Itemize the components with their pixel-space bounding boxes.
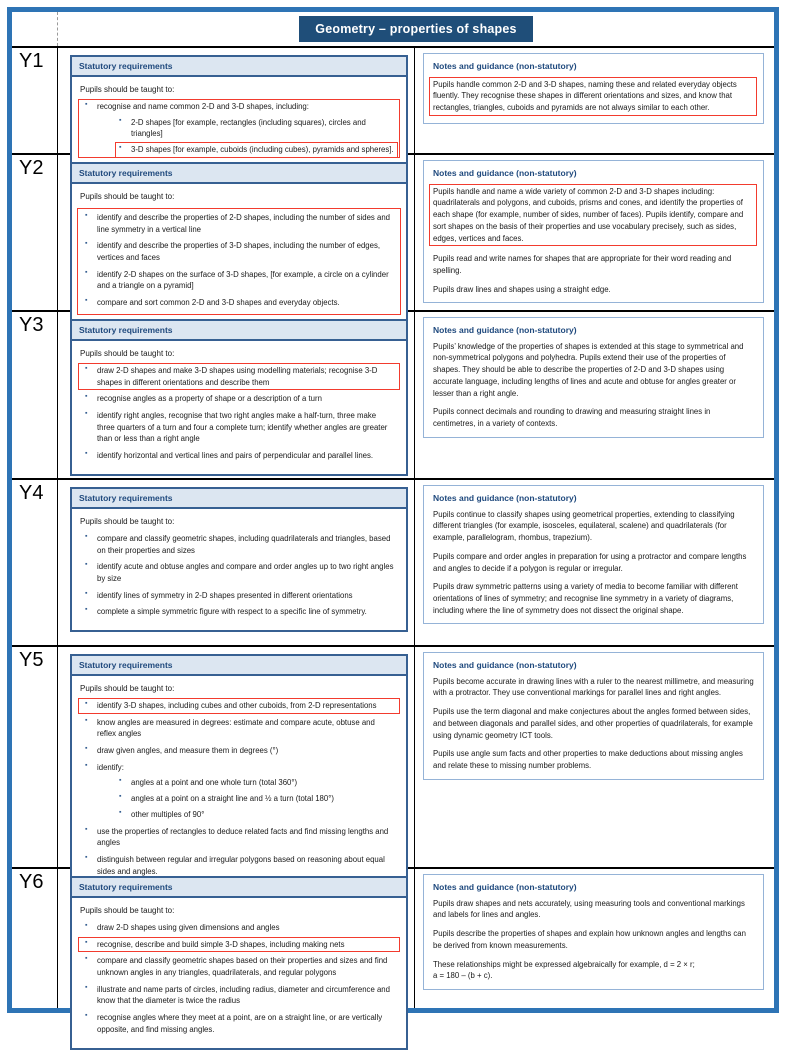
bullet-item [80, 393, 398, 405]
notes-column [414, 647, 774, 867]
bullet-text: know angles are measured in degrees: estimate and compare acute, obtuse and reflex angles [97, 717, 375, 739]
statutory-intro: Pupils should be taught to: [80, 684, 175, 693]
notes-paragraph: Pupils describe the properties of shapes and explain how unknown angles and lengths can be derived from known measurements. [433, 929, 746, 950]
sub-bullet-item [117, 793, 396, 805]
bullet-text: identify: [97, 762, 124, 772]
statutory-box [70, 55, 408, 170]
bullet-item [80, 606, 398, 618]
bullet-text: complete a simple symmetric figure with respect to a specific line of symmetry. [97, 607, 367, 617]
bullet-text: identify and describe the properties of 3-D shapes, including the number of edges, vertices and faces [97, 241, 381, 263]
bullet-item [80, 922, 398, 934]
bullet-list [80, 101, 398, 156]
bullet-text: identify acute and obtuse angles and compare and order angles up to two right angles by size [97, 562, 394, 584]
header-title-area [58, 12, 774, 46]
statutory-header: Statutory requirements [72, 164, 406, 184]
statutory-column [58, 647, 414, 876]
bullet-item [80, 762, 398, 821]
bullet-text: draw given angles, and measure them in degrees (°) [97, 746, 279, 756]
statutory-body [72, 509, 406, 630]
bullet-text: recognise angles as a property of shape or a description of a turn [97, 394, 322, 404]
notes-paragraph: Pupils connect decimals and rounding to drawing and measuring straight lines in centimetres, in a variety of contexts. [433, 407, 711, 428]
statutory-body [72, 77, 406, 168]
statutory-intro: Pupils should be taught to: [80, 517, 175, 526]
statutory-intro: Pupils should be taught to: [80, 192, 175, 201]
bullet-list [80, 533, 398, 618]
notes-paragraph: Pupils use angle sum facts and other properties to make deductions about missing angles and relate these to missing number problems. [433, 749, 743, 770]
bullet-item [80, 212, 398, 235]
statutory-body [72, 676, 406, 889]
sub-bullet-text: 3-D shapes [for example, cuboids (including cubes), pyramids and spheres]. [131, 145, 394, 155]
statutory-body [72, 184, 406, 326]
bullet-text: draw 2-D shapes using given dimensions and angles [97, 923, 280, 932]
statutory-box [70, 876, 408, 1050]
page-title: Geometry – properties of shapes [299, 16, 532, 42]
bullet-text: recognise and name common 2-D and 3-D shapes, including: [97, 102, 309, 111]
bullet-item [80, 826, 398, 849]
sub-bullet-list [117, 777, 396, 820]
bullet-text: identify 3-D shapes, including cubes and other cuboids, from 2-D representations [97, 701, 377, 710]
year-label: Y4 [12, 480, 58, 645]
notes-header: Notes and guidance (non-statutory) [433, 61, 577, 71]
notes-paragraph: Pupils read and write names for shapes that are appropriate for their word reading and spelling. [433, 254, 732, 275]
sub-bullet-list [117, 117, 396, 156]
bullet-item [80, 533, 398, 556]
notes-column [414, 480, 774, 645]
statutory-header: Statutory requirements [72, 489, 406, 509]
year-row-y1 [12, 48, 774, 155]
bullet-text: illustrate and name parts of circles, including radius, diameter and circumference and know that the diameter is twice the radius [97, 984, 390, 1006]
notes-box [423, 485, 764, 624]
bullet-list [80, 365, 398, 462]
bullet-group [80, 101, 398, 156]
notes-paragraph: Pupils draw lines and shapes using a straight edge. [433, 284, 611, 294]
bullet-text: recognise, describe and build simple 3-D shapes, including making nets [97, 939, 345, 949]
bullet-group [80, 700, 398, 877]
sub-bullet-item-highlighted [117, 144, 396, 156]
notes-column [414, 869, 774, 1008]
statutory-intro: Pupils should be taught to: [80, 349, 175, 358]
bullet-text: compare and sort common 2-D and 3-D shapes and everyday objects. [97, 298, 340, 308]
statutory-header: Statutory requirements [72, 878, 406, 898]
bullet-text: identify and describe the properties of 2-D shapes, including the number of sides and line symmetry in a vertical line [97, 213, 390, 234]
year-row-y6 [12, 869, 774, 1034]
bullet-text: compare and classify geometric shapes based on their properties and sizes and find unknown angles in any triangles, quadrilaterals, and regular polygons [97, 956, 388, 978]
notes-paragraph: Pupils compare and order angles in preparation for using a protractor and compare lengths and angles to decide if a polygon is regular or irregular. [433, 551, 747, 573]
year-label: Y5 [12, 647, 58, 867]
bullet-item [80, 745, 398, 757]
notes-paragraph: Pupils’ knowledge of the properties of shapes is extended at this stage to symmetrical and non-symmetrical polygons and polyhedra. Pupils extend their use of the properties of shapes. They should be able to describe the properties of 2-D and 3-D shapes using accurate language, including lengths of lines and acute and obtuse for angles greater or lesser than a right angle. [433, 341, 744, 398]
notes-paragraph: These relationships might be expressed algebraically for example, d = 2 × r; a = 180 – (b + c). [433, 959, 695, 981]
bullet-text: draw 2-D shapes and make 3-D shapes using modelling materials; recognise 3-D shapes in different orientations and describe them [97, 366, 378, 387]
bullet-item-highlighted [80, 365, 398, 388]
bullet-group [80, 533, 398, 618]
statutory-body [72, 341, 406, 474]
sub-bullet-text: angles at a point and one whole turn (total 360°) [131, 778, 298, 788]
year-label: Y3 [12, 312, 58, 478]
table-header-row [12, 12, 774, 48]
statutory-body [72, 898, 406, 1048]
bullet-list [80, 212, 398, 309]
curriculum-table-frame [7, 7, 779, 1034]
statutory-box [70, 654, 408, 891]
year-label: Y2 [12, 155, 58, 310]
bullet-text: identify 2-D shapes on the surface of 3-D shapes, [for example, a circle on a cylinder and a triangle on a pyramid] [97, 269, 389, 291]
bullet-list [80, 922, 398, 1036]
statutory-intro: Pupils should be taught to: [80, 906, 175, 915]
notes-header: Notes and guidance (non-statutory) [433, 493, 577, 503]
bullet-text: identify horizontal and vertical lines and pairs of perpendicular and parallel lines. [97, 451, 374, 461]
notes-box [423, 53, 764, 124]
year-rows-container [12, 48, 774, 1034]
bullet-text: identify lines of symmetry in 2-D shapes presented in different orientations [97, 590, 353, 600]
year-row-y2 [12, 155, 774, 312]
notes-column [414, 155, 774, 310]
year-row-y4 [12, 480, 774, 647]
sub-bullet-text: 2-D shapes [for example, rectangles (including squares), circles and triangles] [131, 117, 366, 139]
bullet-item [80, 410, 398, 445]
sub-bullet-item [117, 117, 396, 140]
statutory-header: Statutory requirements [72, 656, 406, 676]
notes-header: Notes and guidance (non-statutory) [433, 325, 577, 335]
statutory-header: Statutory requirements [72, 57, 406, 77]
notes-column [414, 312, 774, 478]
bullet-text: use the properties of rectangles to deduce related facts and find missing lengths and angles [97, 826, 389, 848]
notes-paragraph: Pupils draw symmetric patterns using a variety of media to become familiar with different orientations of lines of symmetry; and recognise line symmetry in a variety of diagrams, including where the line of symmetry does not dissect the original shape. [433, 582, 738, 615]
statutory-column [58, 48, 414, 153]
bullet-text: compare and classify geometric shapes, including quadrilaterals and triangles, based on their properties and sizes [97, 534, 391, 555]
statutory-box [70, 319, 408, 476]
statutory-column [58, 480, 414, 645]
sub-bullet-text: angles at a point on a straight line and ½ a turn (total 180°) [131, 794, 334, 804]
bullet-group [80, 922, 398, 1036]
bullet-group-highlighted [77, 208, 401, 315]
statutory-column [58, 155, 414, 310]
bullet-text: identify right angles, recognise that two right angles make a half-turn, three make three quarters of a turn and four a complete turn; identify whether angles are greater than or less than a right angle [97, 411, 388, 444]
notes-paragraph-highlighted: Pupils handle and name a wide variety of common 2-D and 3-D shapes including: quadrilaterals and polygons, and cuboids, prisms and cones, and identify the properties of each shape (for example, number of sides, number of faces). Pupils identify, compare and sort shapes on the basis of their properties and use vocabulary precisely, such as sides, edges, vertices and faces. [429, 184, 757, 246]
bullet-item [80, 297, 398, 309]
year-label: Y1 [12, 48, 58, 153]
bullet-item [80, 561, 398, 584]
notes-header: Notes and guidance (non-statutory) [433, 168, 577, 178]
bullet-item [80, 590, 398, 602]
bullet-item-highlighted [80, 700, 398, 712]
sub-bullet-item [117, 809, 396, 821]
notes-header: Notes and guidance (non-statutory) [433, 660, 577, 670]
notes-header: Notes and guidance (non-statutory) [433, 882, 577, 892]
statutory-intro: Pupils should be taught to: [80, 85, 175, 94]
bullet-item-highlighted [80, 101, 398, 156]
notes-box [423, 317, 764, 438]
bullet-list [80, 700, 398, 877]
year-label: Y6 [12, 869, 58, 1008]
notes-box [423, 160, 764, 303]
notes-column [414, 48, 774, 153]
bullet-item [80, 269, 398, 292]
bullet-group [80, 365, 398, 462]
sub-bullet-item [117, 777, 396, 789]
notes-paragraph: Pupils become accurate in drawing lines with a ruler to the nearest millimetre, and measuring with a protractor. They use conventional markings for parallel lines and right angles. [433, 676, 754, 698]
bullet-item [80, 450, 398, 462]
notes-paragraph: Pupils continue to classify shapes using geometrical properties, extending to classifying different triangles (for example, isosceles, equilateral, scalene) and quadrilaterals (for example, parallelogram, rhombus, trapezium). [433, 509, 735, 543]
bullet-item [80, 1012, 398, 1035]
bullet-item [80, 984, 398, 1007]
notes-paragraph-highlighted: Pupils handle common 2-D and 3-D shapes, naming these and related everyday objects fluently. They recognise these shapes in different orientations and sizes, and know that rectangles, triangles, cuboids and pyramids are not always similar to each other. [429, 77, 757, 116]
notes-box [423, 652, 764, 780]
statutory-column [58, 312, 414, 478]
year-row-y3 [12, 312, 774, 480]
bullet-text: recognise angles where they meet at a point, are on a straight line, or are vertically opposite, and find missing angles. [97, 1013, 383, 1034]
sub-bullet-text: other multiples of 90° [131, 809, 205, 819]
year-row-y5 [12, 647, 774, 876]
notes-box [423, 874, 764, 990]
statutory-header: Statutory requirements [72, 321, 406, 341]
bullet-item [80, 717, 398, 740]
header-year-column [12, 12, 58, 46]
statutory-column [58, 869, 414, 1034]
bullet-item-highlighted [80, 939, 398, 951]
bullet-item [80, 854, 398, 877]
notes-paragraph: Pupils draw shapes and nets accurately, using measuring tools and conventional markings and labels for lines and angles. [433, 898, 745, 920]
bullet-text: distinguish between regular and irregular polygons based on reasoning about equal sides and angles. [97, 854, 385, 876]
bullet-item [80, 240, 398, 263]
notes-paragraph: Pupils use the term diagonal and make conjectures about the angles formed between sides, and between diagonals and parallel sides, and other properties of quadrilaterals, for example using dynamic geometry ICT tools. [433, 707, 753, 740]
statutory-box [70, 487, 408, 632]
statutory-box [70, 162, 408, 328]
bullet-item [80, 955, 398, 978]
